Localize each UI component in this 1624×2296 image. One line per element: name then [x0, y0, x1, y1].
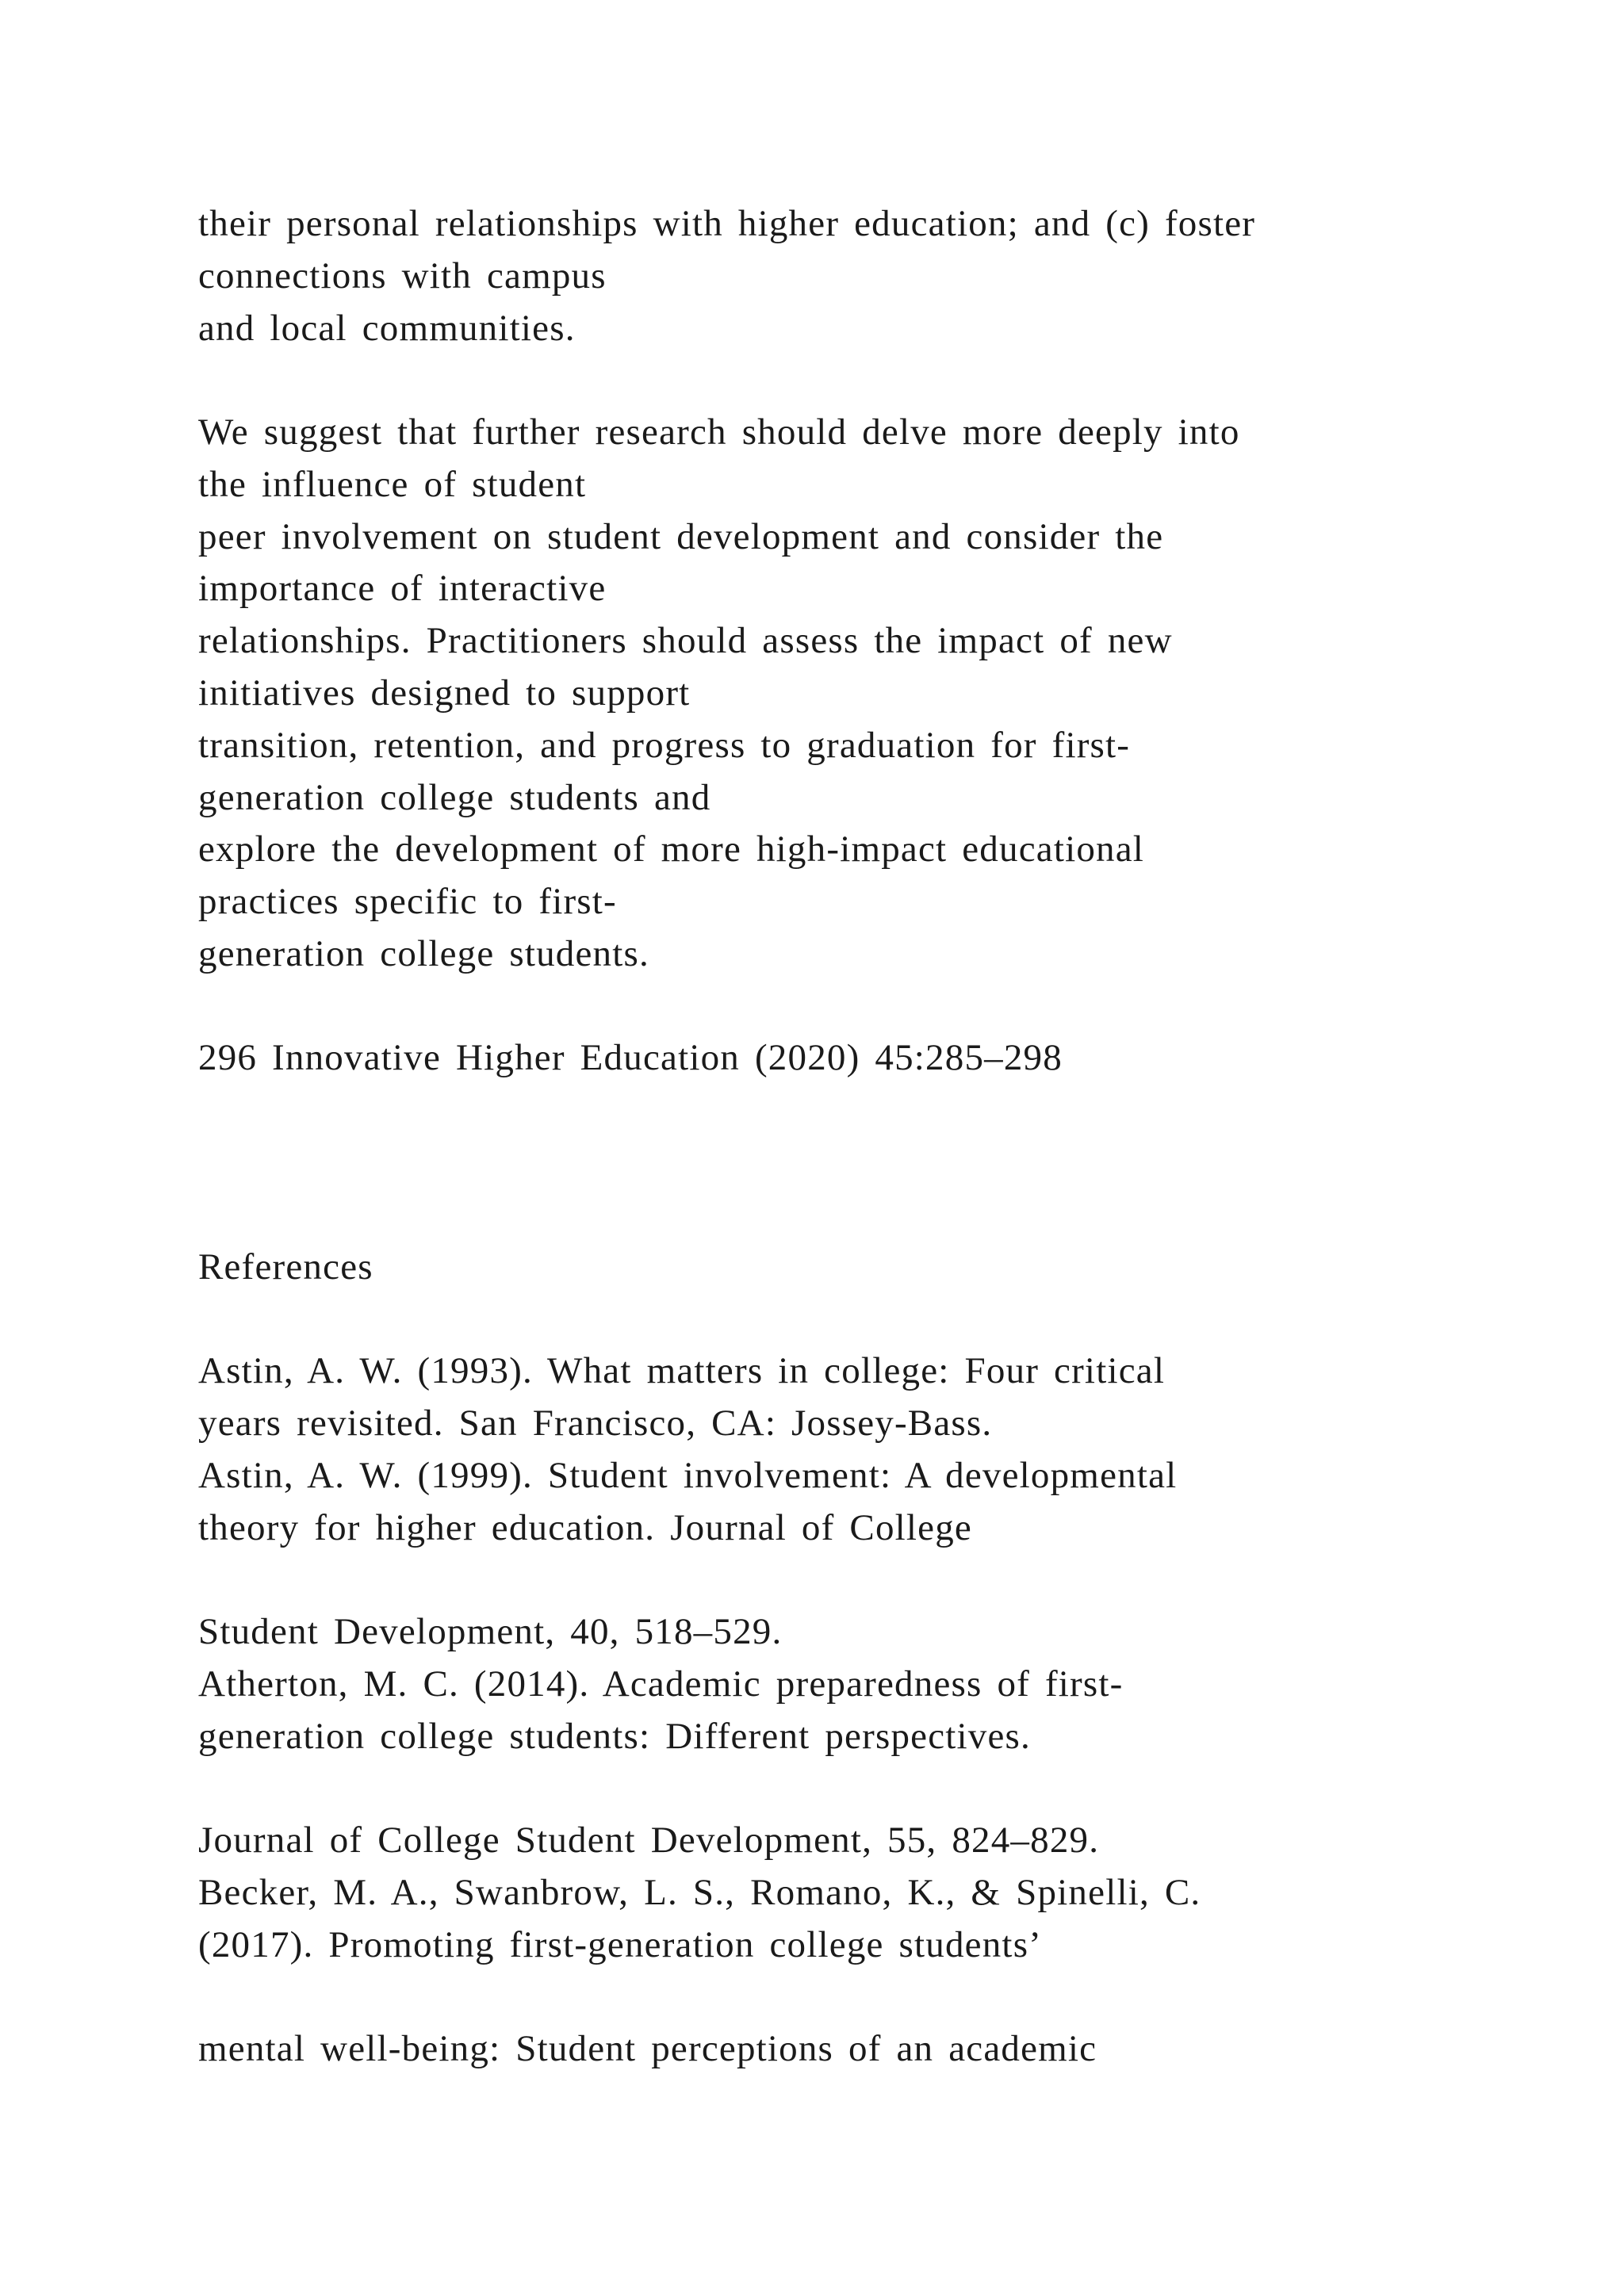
paragraph-1-line-3: and local communities. — [198, 308, 576, 349]
paragraph-2-line-3: peer involvement on student development and consider the — [198, 516, 1164, 557]
paragraph-2-line-11: generation college students. — [198, 933, 649, 974]
reference-line-7: generation college students: Different perspectives. — [198, 1716, 1031, 1757]
paragraph-2-line-4: importance of interactive — [198, 568, 607, 609]
paragraph-2-line-5: relationships. Practitioners should assess the impact of new — [198, 620, 1173, 661]
paragraph-1-line-1: their personal relationships with higher education; and (c) foster — [198, 203, 1256, 244]
paragraph-2-line-2: the influence of student — [198, 464, 587, 505]
references-heading: References — [198, 1246, 373, 1288]
reference-line-3: Astin, A. W. (1999). Student involvement: A developmental — [198, 1455, 1178, 1496]
paragraph-2-line-10: practices specific to first- — [198, 881, 617, 922]
reference-line-10: (2017). Promoting first-generation college students’ — [198, 1924, 1043, 1965]
paragraph-2-line-7: transition, retention, and progress to graduation for first- — [198, 725, 1131, 766]
paragraph-2-line-9: explore the development of more high-impact educational — [198, 828, 1145, 870]
paragraph-2-line-8: generation college students and — [198, 777, 711, 818]
reference-line-8: Journal of College Student Development, 55, 824–829. — [198, 1820, 1100, 1861]
paragraph-1-line-2: connections with campus — [198, 255, 607, 297]
running-footer: 296 Innovative Higher Education (2020) 45:285–298 — [198, 1037, 1063, 1078]
reference-line-1: Astin, A. W. (1993). What matters in college: Four critical — [198, 1350, 1166, 1391]
reference-line-11: mental well-being: Student perceptions of an academic — [198, 2028, 1097, 2069]
reference-line-9: Becker, M. A., Swanbrow, L. S., Romano, K., & Spinelli, C. — [198, 1872, 1201, 1913]
paragraph-2-line-6: initiatives designed to support — [198, 672, 691, 714]
reference-line-4: theory for higher education. Journal of College — [198, 1507, 972, 1548]
reference-line-2: years revisited. San Francisco, CA: Jossey-Bass. — [198, 1402, 993, 1444]
reference-line-6: Atherton, M. C. (2014). Academic preparedness of first- — [198, 1663, 1124, 1705]
reference-line-5: Student Development, 40, 518–529. — [198, 1611, 783, 1652]
paragraph-2-line-1: We suggest that further research should delve more deeply into — [198, 411, 1240, 453]
